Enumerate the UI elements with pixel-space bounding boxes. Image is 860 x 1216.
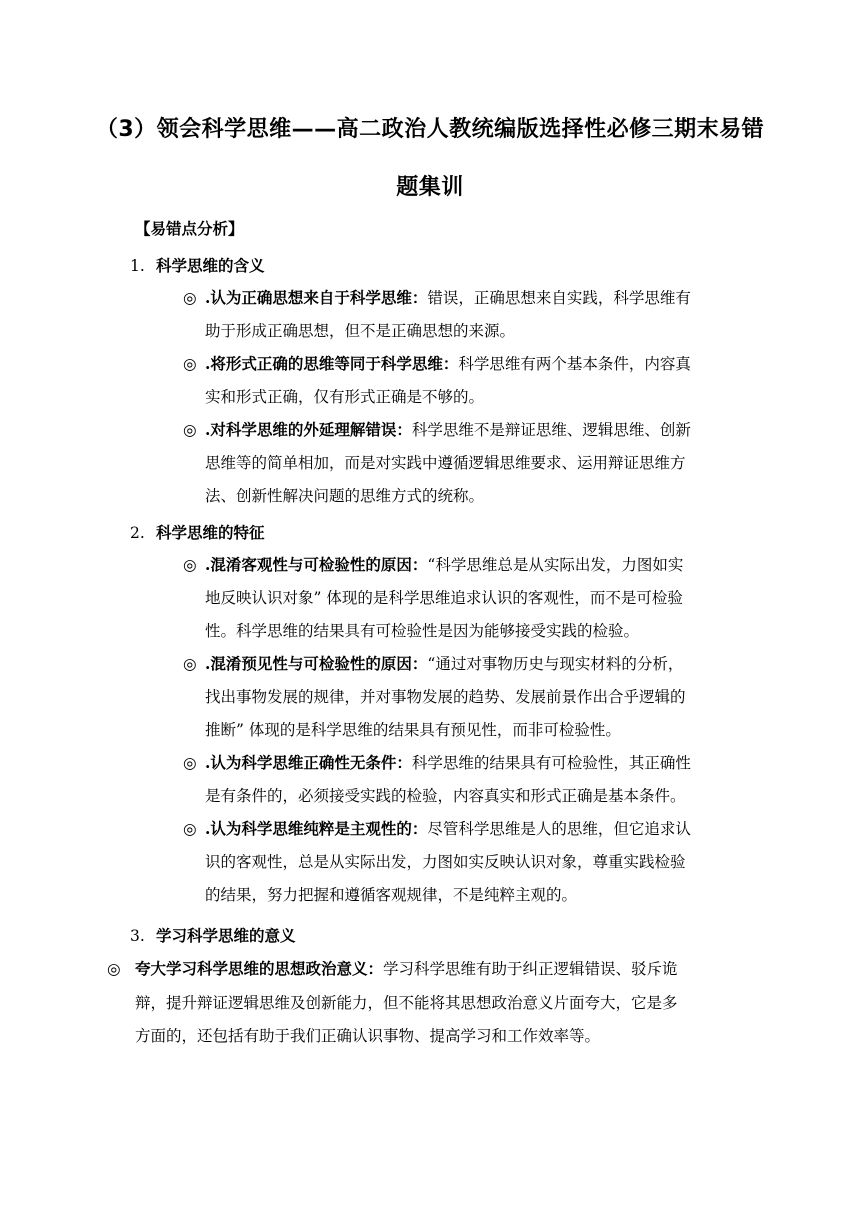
list-item: [183, 654, 683, 674]
bullet-icon: ◎: [183, 754, 197, 772]
group-title: 科学思维的含义: [156, 256, 265, 275]
item-bold-lead: .将形式正确的思维等同于科学思维：: [205, 354, 459, 373]
item-text: 科学思维有两个基本条件，内容真: [458, 355, 691, 373]
group-3-heading: [130, 924, 296, 946]
item-text-continued: 性。科学思维的结果具有可检验性是因为能够接受实践的检验。: [205, 622, 640, 640]
item-text-continued: 是有条件的，必须接受实践的检验，内容真实和形式正确是基本条件。: [205, 787, 686, 805]
item-text-continued: 识的客观性，总是从实际出发，力图如实反映认识对象，尊重实践检验: [205, 853, 686, 871]
document-title-line1: （3）领会科学思维——高二政治人教统编版选择性必修三期末易错: [95, 117, 765, 142]
item-bold-lead: .对科学思维的外延理解错误：: [205, 420, 412, 439]
list-item: [183, 555, 683, 575]
item-text: 科学思维不是辩证思维、逻辑思维、创新: [411, 421, 691, 439]
list-item: [183, 420, 691, 440]
group-1-heading: [130, 254, 265, 276]
item-text-continued: 地反映认识对象” 体现的是科学思维追求认识的客观性，而不是可检验: [205, 589, 683, 607]
item-bold-lead: .混淆客观性与可检验性的原因：: [205, 555, 428, 574]
item-text-continued: 思维等的简单相加，而是对实践中遵循逻辑思维要求、运用辩证思维方: [205, 454, 686, 472]
document-title-line2: 题集训: [396, 175, 464, 200]
item-text-continued: 法、创新性解决问题的思维方式的统称。: [205, 487, 485, 505]
list-item: [107, 959, 678, 979]
item-bold-lead: .认为正确思想来自于科学思维：: [205, 288, 428, 307]
item-bold-lead: .认为科学思维纯粹是主观性的：: [205, 819, 428, 838]
section-heading: 【易错点分析】: [135, 219, 244, 238]
bullet-icon: ◎: [183, 289, 197, 307]
item-text: 错误，正确思想来自实践，科学思维有: [427, 289, 691, 307]
item-text-continued: 找出事物发展的规律，并对事物发展的趋势、发展前景作出合乎逻辑的: [205, 688, 686, 706]
bullet-icon: ◎: [183, 820, 197, 838]
item-bold-lead: .混淆预见性与可检验性的原因：: [205, 654, 428, 673]
item-bold-lead: 夸大学习科学思维的思想政治意义：: [135, 959, 384, 978]
item-text: 科学思维的结果具有可检验性，其正确性: [411, 754, 691, 772]
bullet-icon: ◎: [183, 421, 197, 439]
item-text-continued: 辩，提升辩证逻辑思维及创新能力，但不能将其思想政治意义片面夸大，它是多: [135, 994, 678, 1012]
item-text: “通过对事物历史与现实材料的分析，: [427, 655, 684, 673]
item-text-continued: 实和形式正确，仅有形式正确是不够的。: [205, 388, 485, 406]
list-item: [183, 819, 691, 839]
group-number: 3.: [130, 927, 145, 945]
group-number: 2.: [130, 524, 145, 542]
item-text-continued: 的结果，努力把握和遵循客观规律，不是纯粹主观的。: [205, 886, 578, 904]
item-text-continued: 推断” 体现的是科学思维的结果具有预见性，而非可检验性。: [205, 721, 621, 739]
list-item: [183, 753, 691, 773]
bullet-icon: ◎: [183, 556, 197, 574]
item-text: “科学思维总是从实际出发，力图如实: [427, 556, 684, 574]
list-item: [183, 288, 691, 308]
item-text-continued: 方面的，还包括有助于我们正确认识事物、提高学习和工作效率等。: [135, 1027, 601, 1045]
bullet-icon: ◎: [107, 960, 121, 978]
list-item: [183, 354, 691, 374]
bullet-icon: ◎: [183, 355, 197, 373]
bullet-icon: ◎: [183, 655, 197, 673]
item-text: 学习科学思维有助于纠正逻辑错误、驳斥诡: [383, 960, 678, 978]
group-number: 1.: [130, 257, 145, 275]
item-bold-lead: .认为科学思维正确性无条件：: [205, 753, 412, 772]
item-text-continued: 助于形成正确思想，但不是正确思想的来源。: [205, 322, 516, 340]
group-2-heading: [130, 521, 265, 543]
group-title: 学习科学思维的意义: [156, 926, 296, 945]
item-text: 尽管科学思维是人的思维，但它追求认: [427, 820, 691, 838]
group-title: 科学思维的特征: [156, 523, 265, 542]
